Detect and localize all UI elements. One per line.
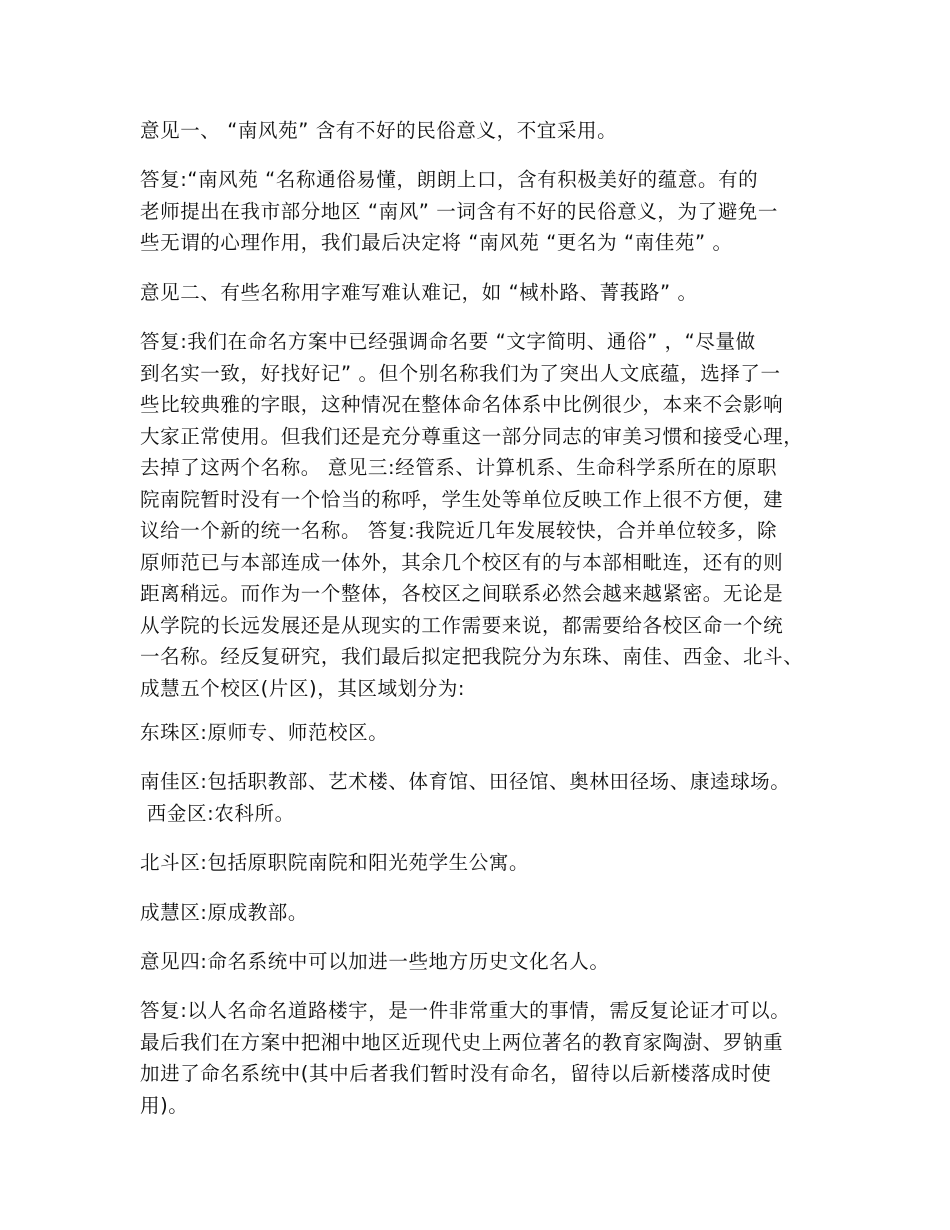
paragraph-beidou [140, 847, 830, 879]
text-line: 意见四:命名系统中可以加进一些地方历史文化名人。 [140, 950, 610, 973]
text-line: 大家正常使用。但我们还是充分尊重这一部分同志的审美习惯和接受心理， [140, 424, 804, 448]
text-line: 西金区:农科所。 [140, 801, 295, 825]
text-line: 用)。 [140, 1093, 189, 1117]
text-line: 些无谓的心理作用，我们最后决定将 “南风苑 “更名为 “南佳苑” 。 [140, 231, 733, 254]
text-line: 意见一、 “南风苑” 含有不好的民俗意义，不宜采用。 [140, 119, 618, 142]
text-line: 原师范已与本部连成一体外，其余几个校区有的与本部相毗连，还有的则 [140, 550, 784, 574]
paragraph-chenghui [140, 897, 830, 929]
paragraph-opinion-1 [140, 115, 830, 147]
text-line: 老师提出在我市部分地区 “南风” 一词含有不好的民俗意义，为了避免一 [140, 199, 779, 223]
paragraph-reply-4 [140, 995, 830, 1121]
text-line: 意见二、有些名称用字难写难认难记，如 “棫朴路、菁莪路” 。 [140, 281, 698, 304]
paragraph-reply-2 [140, 326, 830, 704]
text-line: 成慧五个校区(片区)，其区域划分为: [140, 676, 466, 700]
text-line: 议给一个新的统一名称。 答复:我院近几年发展较快，合并单位较多，除 [140, 519, 778, 542]
text-line: 答复:以人名命名道路楼宇，是一件非常重大的事情，需反复论证才可以。 [140, 999, 791, 1022]
paragraph-opinion-4 [140, 946, 830, 978]
text-line: 些比较典雅的字眼，这种情况在整体命名体系中比例很少，本来不会影响 [140, 393, 784, 416]
text-line: 北斗区:包括原职院南院和阳光苑学生公寓。 [140, 851, 530, 874]
text-line: 院南院暂时没有一个恰当的称呼，学生处等单位反映工作上很不方便，建 [140, 487, 784, 511]
text-line: 答复:“南风苑 “名称通俗易懂，朗朗上口，含有积极美好的蕴意。有的 [140, 168, 759, 191]
paragraph-reply-1 [140, 164, 830, 259]
text-line: 东珠区:原师专、师范校区。 [140, 721, 389, 744]
text-line: 答复:我们在命名方案中已经强调命名要 “文字简明、通俗” ，“尽量做 [140, 330, 756, 353]
text-line: 到名实一致，好找好记” 。但个别名称我们为了突出人文底蕴，选择了一 [140, 361, 781, 385]
text-line: 一名称。经反复研究，我们最后拟定把我院分为东珠、南佳、西金、北斗、 [140, 645, 804, 668]
text-line: 从学院的长远发展还是从现实的工作需要来说，都需要给各校区命一个统 [140, 613, 784, 637]
text-line: 成慧区:原成教部。 [140, 901, 308, 924]
paragraph-dongzhu [140, 717, 830, 749]
text-line: 南佳区:包括职教部、艺术楼、体育馆、田径馆、奥林田径场、康逵球场。 [140, 770, 791, 793]
text-line: 加进了命名系统中(其中后者我们暂时没有命名，留待以后新楼落成时使 [140, 1062, 772, 1085]
text-line: 最后我们在方案中把湘中地区近现代史上两位著名的教育家陶澍、罗钠重 [140, 1030, 784, 1054]
paragraph-opinion-2 [140, 277, 830, 309]
paragraph-nanjia-xijin [140, 766, 830, 829]
text-line: 距离稍远。而作为一个整体，各校区之间联系必然会越来越紧密。无论是 [140, 582, 784, 605]
text-line: 去掉了这两个名称。 意见三:经管系、计算机系、生命科学系所在的原职 [140, 456, 778, 479]
